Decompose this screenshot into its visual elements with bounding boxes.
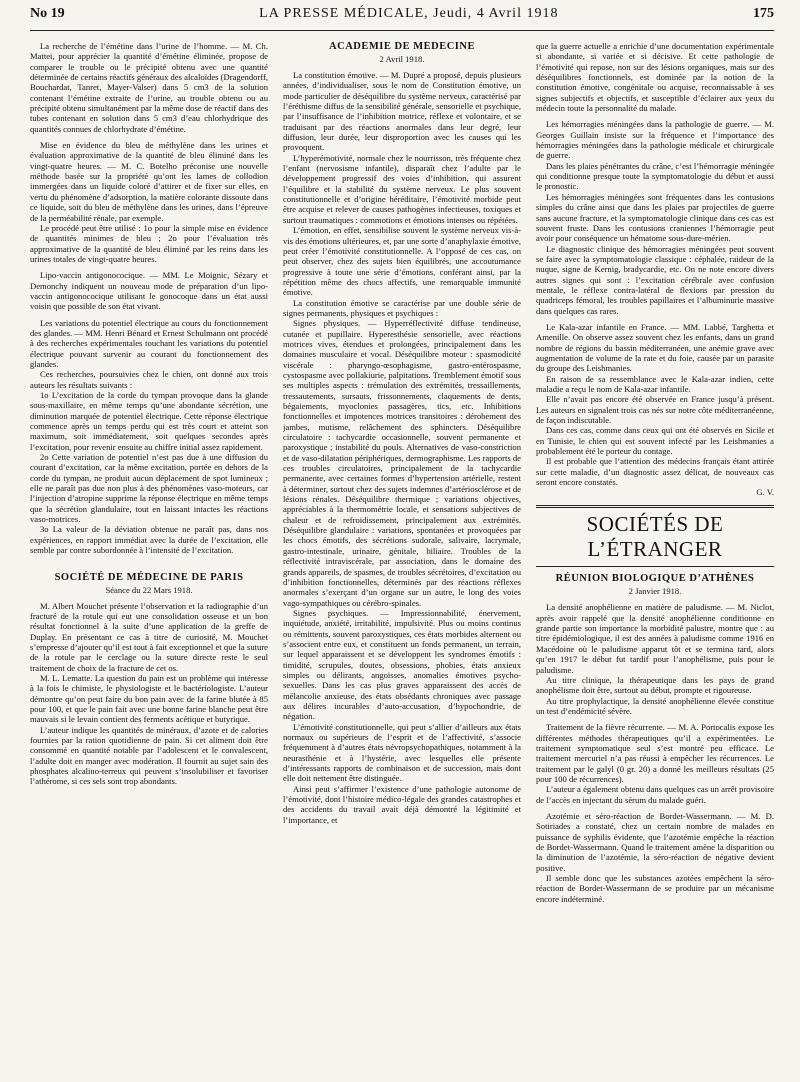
page-number: 175	[753, 6, 774, 21]
article-kala-azar: Le Kala-azar infantile en France. — MM. Labbé, Targhetta et Amenille. On observe assez souvent chez les enfants, dans un grand nombre de régions du bassin méditerranéen, une anémie grave avec augmentation de volume de la rate et du foie, causée par un parasite du groupe des Leishmanies.	[536, 321, 774, 374]
article-lipo-vaccin: Lipo-vaccin antigonococique. — MM. Le Moignic, Sézary et Demonchy indiquent un nouveau mode de préparation d’un lipo-vaccin antigonococique utilisant le gonocoque dans un état aussi voisin que possible de son état vivant.	[30, 270, 268, 312]
paragraph: L’hyperémotivité, normale chez le nourrisson, très fréquente chez l’enfant (nervosisme infantile), disparaît chez l’adulte par le développement progressif des voies d’inhibition, qui assurent l’équilibre et la stabilité du système nerveux. Le plus souvent constitutionnelle et d’origine héréditaire, l’émotivité morbide peut être acquise et relever de causes pathogènes infectieuses, toxiques et surtout traumatiques : commotions et émotions intenses ou répétées.	[283, 152, 521, 225]
column-1	[30, 41, 268, 1071]
article-emetine: La recherche de l’émétine dans l’urine de l’homme. — M. Ch. Mattei, pour apprécier la quantité d’émétine éliminée, propose de comparer le trouble ou le précipité obtenu avec une quantité déterminée de certains réactifs généraux des alcaloïdes (Dragendorff, Bouchardat, Tanret, Mayer-Valser) dans 5 cm3 de la solution contenant l’émétine extraite de l’urine, au trouble obtenu ou au précipité obtenu simultanément par la même dose de réactif dans des tubes contenant en solution dans 5 cm3 d’eau chlorhydrique des quantités connues de chlorhydrate d’émétine.	[30, 41, 268, 134]
section-heading-societes-etranger: SOCIÉTÉS DE L’ÉTRANGER	[536, 505, 774, 567]
paragraph: Le diagnostic clinique des hémorragies méningées peut souvent se faire avec la symptomatologie classique : céphalée, raideur de la nuque, signe de Kernig, bradycardie, etc. On ne note encore divers autres signes qui sont : l’excitation cérébrale avec confusion mentale, le réflexe contra-latéral de flexions par pression du quadriceps fémoral, les troubles papillaires et l’albuminurie massive dans quelques cas rares.	[536, 243, 774, 316]
paragraph: La constitution émotive se caractérise par une double série de signes permanents, physiques et psychiques :	[283, 297, 521, 318]
article-hemorragies-meningees: Les hémorragies méningées dans la pathologie de guerre. — M. Georges Guillain insiste sur la fréquence et l’importance des hémorragies méningées dans la pathologie médicale et chirurgicale de guerre.	[536, 119, 774, 161]
paragraph: Elle n’avait pas encore été observée en France jusqu’à présent. Les auteurs en signalent trois cas nés sur notre côte méditerranéenne, de façon indiscutable.	[536, 394, 774, 426]
section-heading-societe-medecine-paris: SOCIÉTÉ DE MÉDECINE DE PARIS	[54, 571, 244, 583]
paragraph: Au titre prophylactique, la densité anophélienne élevée constitue un test d’endémicité sévère.	[536, 695, 774, 716]
paragraph: L’émotion, en effet, sensibilise souvent le système nerveux vis-à-vis des émotions ultérieures, et, par une sorte d’anaphylaxie émotive, peut créer l’émotivité constitutionnelle. A l’opposé de ces cas, on peut observer, chez des sujets bien équilibrés, une accoutumance progressive à toute une série d’émotions, conférant ainsi, par la répétition même des chocs affectifs, une remarquable immunité émotive.	[283, 225, 521, 298]
paragraph: L’auteur indique les quantités de minéraux, d’azote et de calories fournies par la ration quotidienne de pain. Si cet aliment doit être consommé en quantité notable par l’adolescent et le convalescent, l’adulte doit en manger avec modération. Il fournit au sujet sain des phosphates alcalino-terreux qui peuvent s’insolubiliser et favoriser l’athérome, si ces sels sont trop abondants.	[30, 724, 268, 787]
article-densite-anophelienne: La densité anophélienne en matière de paludisme. — M. Niclot, après avoir rappelé que la densité anophélienne conditionne en grande partie son importance la morbidité palustre, montre que : au titre épidémiologique, il est des années à paludisme comme 1916 en Macédoine où le paludisme apparut tôt et se termina tard, alors qu’en 1917 le début fut tardif pour l’anophélisme, puis pour le paludisme.	[536, 602, 774, 675]
newspaper-title: LA PRESSE MÉDICALE, Jeudi, 4 Avril 1918	[259, 6, 559, 21]
article-fievre-recurrente: Traitement de la fièvre récurrente. — M. A. Portocalis expose les différentes méthodes thérapeutiques qu’il a expérimentées. Le traitement symptomatique seul s’est montré peu efficace. Le traitement mercuriel n’a pas réussi à empêcher les récurrences. Le traitement par le galyl (0 gr. 20) a donné les meilleurs résultats (25 pour 100 de récurrences).	[536, 722, 774, 784]
article-azotemie: Azotémie et séro-réaction de Bordet-Wassermann. — M. D. Sotiriades a constaté, chez un certain nombre de malades en puissance de syphilis évidente, que l’azotémie empêche la réaction de Bordet-Wassermann. Quand le traitement amène la disparition ou la diminution de l’azotémie, la séro-réaction de négative devient positive.	[536, 810, 774, 873]
paragraph: que la guerre actuelle a enrichie d’une documentation expérimentale si abondante, si variée et si décisive. Et cette pathologie de l’émotivité qui repose, non sur des lésions organiques, mais sur des déséquilibres fonctionnels, est dominée par la notion de la constitution émotive, congénitale ou acquise, reconnaissable à ses signes subjectifs et objectifs, et susceptible d’éclairer aux yeux du médecin toute la personnalité du malade.	[536, 41, 774, 114]
paragraph: Le procédé peut être utilisé : 1o pour la simple mise en évidence de quantités minimes de bleu ; 2o pour l’évaluation très approximative de la quantité de bleu éliminé par les reins dans les urines totales de vingt-quatre heures.	[30, 222, 268, 264]
article-potentiel-electrique: Les variations du potentiel électrique au cours du fonctionnement des glandes. — MM. Henri Bénard et Ernest Schulmann ont procédé à des recherches expérimentales touchant les variations du potentiel électrique pouvant survenir au courant du fonctionnement des glandes.	[30, 317, 268, 369]
paragraph: 1o L’excitation de la corde du tympan provoque dans la glande sous-maxillaire, en même temps qu’une abondante sécrétion, une diminution marquée de potentiel électrique. Cette réponse électrique commence après un temps perdu qui est très court et atteint son maximum, soit immédiatement, soit quelques secondes après l’excitation, pour revenir ensuite au chiffre initial assez rapidement.	[30, 390, 268, 452]
paragraph: Signes psychiques. — Impressionnabilité, énervement, inquiétude, anxiété, irritabilité, impulsivité. Plus ou moins continus ou rémittents, souvent paroxystiques, ces états morbides alternent ou s’associent entre eux, et constituent un fonds permanent, un terrain, sur lequel apparaissent et se développent les syndromes émotifs : timidité, scrupules, doutes, obsessions, phobies, états anxieux simples ou délirants, angoisses, anomalies émotives psycho-sexuelles. Dans les cas plus graves apparaissent des accès de mélancolie anxieuse, des états obsédants chroniques avec passage aux délires incurables d’auto-accusation, d’hypochondrie, de négation.	[283, 607, 521, 722]
paragraph: Au titre clinique, la thérapeutique dans les pays de grand anophélisme doit être, surtout au début, prompte et rigoureuse.	[536, 674, 774, 696]
paragraph: Dans les plaies pénétrantes du crâne, c’est l’hémorragie méningée qui conditionne presque toute la symptomatologie du début et aussi le pronostic.	[536, 160, 774, 192]
paragraph: L’auteur a également obtenu dans quelques cas un arrêt provisoire de l’accès en injectant du sérum du malade guéri.	[536, 784, 774, 805]
paragraph: 3o La valeur de la déviation obtenue ne paraît pas, dans nos expériences, en rapport immédiat avec la durée de l’excitation, elle semble par contre subordonnée à l’intensité de l’excitation.	[30, 524, 268, 556]
section-date: Séance du 22 Mars 1918.	[105, 584, 193, 595]
section-date: 2 Janvier 1918.	[628, 586, 682, 597]
paragraph: En raison de sa ressemblance avec le Kala-azar indien, cette maladie a reçu le nom de Kala-azar infantile.	[536, 373, 774, 394]
paragraph: Il semble donc que les substances azotées empêchent la séro-réaction de Bordet-Wassermann de se produire par un mécanisme encore indéterminé.	[536, 873, 774, 904]
article-mouchet: M. Albert Mouchet présente l’observation et la radiographie d’un fracturé de la rotule qui eut une consolidation osseuse et un bon résultat fonctionnel à la suite d’une application de la greffe de Duplay. En présentant ce cas à titre de curiosité, M. Mouchet s’empresse d’ajouter qu’il est tout à fait exceptionnel et que la suture de la rotule par le cerclage ou la suture directe reste le seul traitement de choix de la fracture de cet os.	[30, 600, 268, 673]
paragraph: L’émotivité constitutionnelle, qui peut s’allier d’ailleurs aux états normaux ou supérieurs de l’esprit et de l’affectivité, s’associe fréquemment à d’autres états névropsychopathiques, notamment à la neurasthénie et à l’hystérie, avec lesquelles elle présente d’intéressants rapports de combinaison et de succession, mais dont elle doit nettement être distinguée.	[283, 721, 521, 784]
paragraph: 2o Cette variation de potentiel n’est pas due à une diffusion du courant d’excitation, car la même excitation, portée en dehors de la corde du tympan, ne produit aucun déplacement de spot lumineux ; elle ne paraît pas due non plus à des phénomènes vaso-moteurs, car l’injection d’atropine supprime la réponse électrique en même temps que la sécrétion glandulaire, tout en laissant intactes les réactions vaso-motrices.	[30, 452, 268, 525]
article-constitution-emotive: La constitution émotive. — M. Dupré a proposé, depuis plusieurs années, d’individualiser, sous le nom de Constitution émotive, un mode particulier de déséquilibre du système nerveux, caractérisé par l’éréthisme diffus de la sensibilité générale, sensorielle et psychique, par l’insuffisance de l’inhibition motrice, réflexe et volontaire, et se traduisant par des réactions anormales dans leur degré, leur diffusion, leur durée, leur disproportion avec les causes qui les provoquent.	[283, 70, 521, 153]
section-date: 2 Avril 1918.	[379, 54, 425, 64]
paragraph: Signes physiques. — Hyperréflectivité diffuse tendineuse, cutanée et pupillaire. Hyperesthésie sensorielle, avec réactions motrices vives, étendues et prolongées, principalement dans les domaines musculaire et vocal. Déséquilibre moteur : spasmodicité viscérale : pharyngo-œsophagisme, gastro-entérospasme, cystospasme avec pollakiurie, palpitations. Tremblement émotif sous ses multiples aspects : trémulation des extrémités, tressaillements, tressautements, sursauts, frissonnements, claquements de dents, bégaiements, myoclonies passagères, tics, etc. Inhibitions fonctionnelles et impotences motrices transitoires : dérobement des jambes, mutisme, relâchement des sphincters. Déséquilibre circulatoire : tachycardie occasionnelle, souvent permanente et paroxystique ; instabilité du pouls. Alternatives de vaso-constriction et de vaso-dilatation périphériques, dermographisme. Les rapports de ces troubles circulatoires, principalement de la tachycardie permanente, avec certaines formes d’hypertension artérielle, restent à déterminer, surtout chez des sujets indemnes d’artériosclérose et de lésions rénales. Déséquilibre thermique ; variations objectives, appréciables à la thermométrie locale, et sensations subjectives de chaleur et de refroidissement, principalement aux extrémités. Déséquilibre glandulaire : variations, spontanées et provoquées par les chocs émotifs, des sécrétions sudorale, salivaire, lacrymale, gastro-intestinale, urinaire, génitale, biliaire. Troubles de la réflectivité intraviscérale, par association, dans le domaine des grands appareils, de spasmes, de troubles sécrétoires, d’excitation ou d’inhibition fonctionnelles, déterminés par des réactions réflexes anormales s’exerçant d’un organe sur un autre, le long des voies vago-sympathiques ou cérébro-spinales.	[283, 318, 521, 608]
column-3	[536, 41, 774, 1071]
page-header	[30, 6, 774, 31]
article-bleu-methylene: Mise en évidence du bleu de méthylène dans les urines et évaluation approximative de la quantité de bleu éliminé dans les vingt-quatre heures. — M. C. Botelho préconise une nouvelle méthode basée sur la propriété qu’ont les lames de collodion immergées dans un liquide coloré d’attirer et de fixer sur elles, en vertu du phénomène d’adsorption, la matière colorante dissoute dans ce liquide, soit du bleu de méthylène dans les urines, dans l’épreuve de la perméabilité rénale, par exemple.	[30, 140, 268, 223]
article-lematte: M. L. Lematte. La question du pain est un problème qui intéresse à la fois le chimiste, le physiologiste et le bactériologiste. L’auteur démontre qu’on peut faire du bon pain avec de la farine blutée à 85 pour 100, et que le pain fait avec une bonne farine blanche peut être mauvais si le levain contient des ferments acétique et butyrique.	[30, 672, 268, 725]
column-2	[283, 41, 521, 1071]
paragraph: Les hémorragies méningées sont fréquentes dans les contusions simples du crâne ainsi que dans les plaies par projectiles de guerre sans aucune fracture, et la symptomatologie clinique dans ces cas est souvent fruste. Dans les contusions craniennes l’hémorragie peut avoir pour conséquence un hématome sous-dure-mérien.	[536, 191, 774, 244]
paragraph: Dans ces cas, comme dans ceux qui ont été observés en Sicile et en Tunisie, le chien qui est souvent infecté par les Leishmanies a probablement été le porteur du contage.	[536, 425, 774, 457]
columns	[30, 41, 774, 1071]
section-heading-reunion-athenes: RÉUNION BIOLOGIQUE D’ATHÈNES	[555, 573, 755, 585]
signature: G. V.	[756, 487, 774, 498]
section-heading-academie: ACADÉMIE DE MÉDECINE	[329, 41, 475, 52]
paragraph: Il est probable que l’attention des médecins français étant attirée sur cette maladie, d’un diagnostic assez délicat, de nouveaux cas seront encore constatés.	[536, 456, 774, 488]
paragraph: Ainsi peut s’affirmer l’existence d’une pathologie autonome de l’émotivité, dont l’histoire médico-légale des grandes catastrophes et des accidents du travail avait déjà démontré la légitimité et l’importance, et	[283, 783, 521, 825]
paragraph: Ces recherches, poursuivies chez le chien, ont donné aux trois auteurs les résultats suivants :	[30, 369, 268, 390]
issue-number: No 19	[30, 6, 65, 21]
